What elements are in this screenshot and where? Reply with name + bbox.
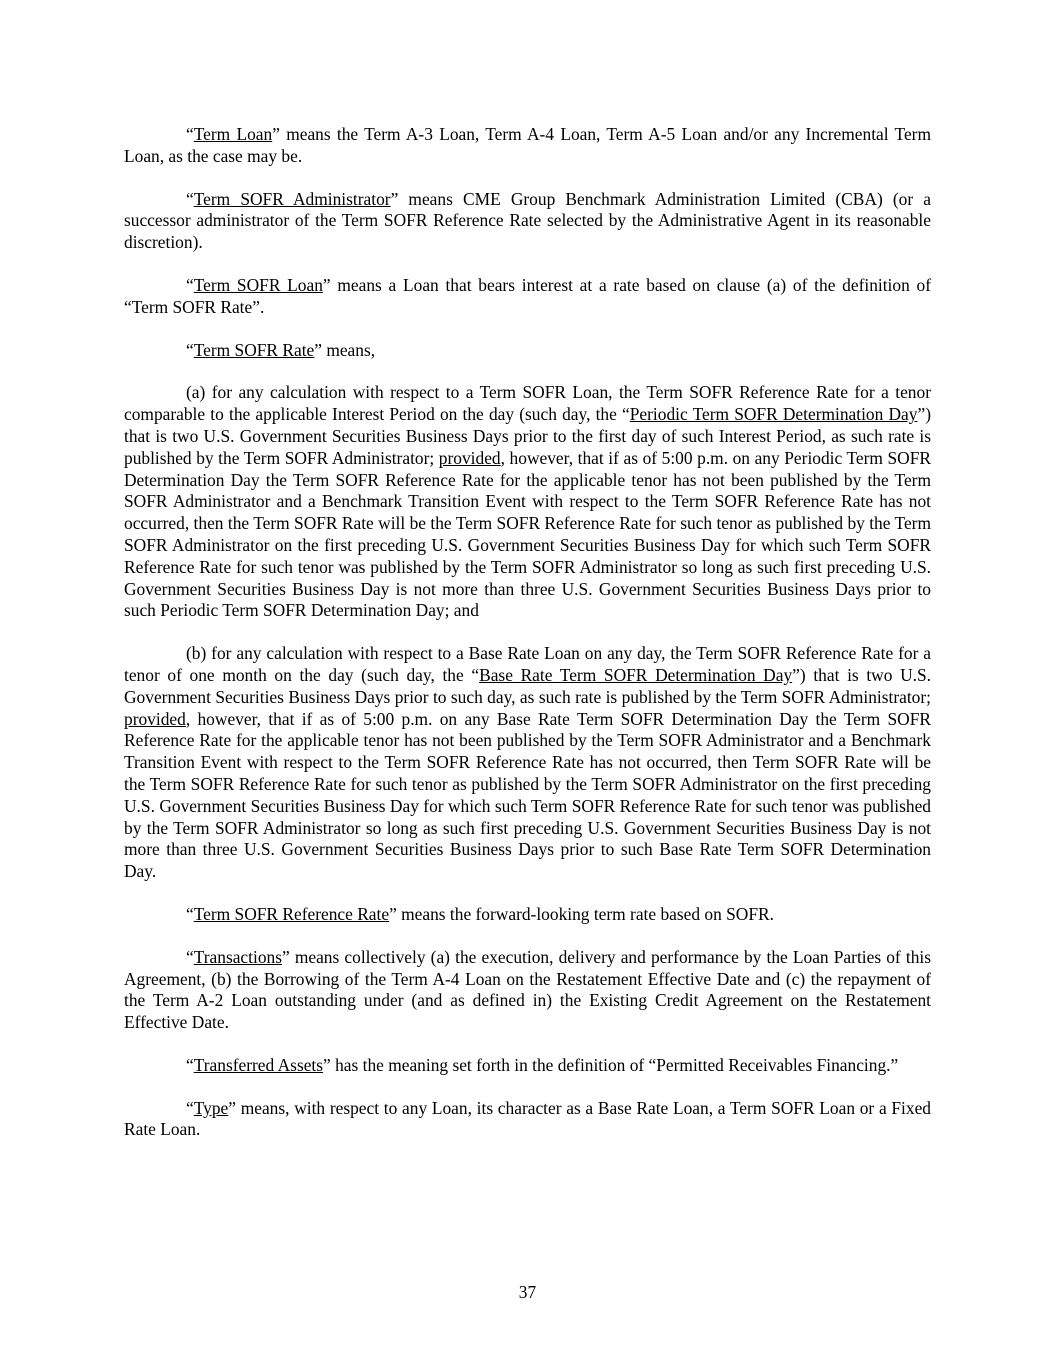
paragraph-text: ” means collectively (a) the execution, delivery and performance by the Loan Parties of this Agreement, (b) the Borrowing of the Term A-4 Loan on the Restatement Effective Date and (c) the repayment of the Term A-2 Loan outstanding under (and as defined in) the Existing Credit Agreement on the Restatement Effective Date. bbox=[124, 946, 931, 1033]
defined-term: Type bbox=[193, 1097, 229, 1118]
paragraph-text: “ bbox=[186, 1054, 194, 1075]
paragraph-text: ” means a Loan that bears interest at a rate based on clause (a) of the definition of “Term SOFR Rate”. bbox=[124, 274, 932, 317]
paragraph-text: ” means the forward-looking term rate based on SOFR. bbox=[389, 903, 774, 924]
definition-paragraph bbox=[124, 947, 931, 1034]
defined-term: Term SOFR Rate bbox=[193, 339, 315, 360]
definition-paragraph bbox=[124, 189, 931, 254]
defined-term: provided bbox=[438, 447, 501, 468]
paragraph-text: “ bbox=[186, 339, 194, 360]
defined-term: Periodic Term SOFR Determination Day bbox=[629, 404, 918, 425]
defined-term: Term Loan bbox=[193, 124, 273, 144]
paragraph-text: “ bbox=[186, 188, 194, 209]
defined-term: provided bbox=[124, 708, 186, 729]
defined-term: Term SOFR Administrator bbox=[193, 188, 391, 209]
definition-paragraph bbox=[124, 124, 931, 168]
paragraph-text: “ bbox=[186, 124, 194, 144]
definition-paragraph bbox=[124, 643, 931, 883]
page-number: 37 bbox=[518, 1282, 537, 1302]
paragraph-text: , however, that if as of 5:00 p.m. on any Periodic Term SOFR Determination Day the Term SOFR Reference Rate for the applicable tenor has not been published by the Term SOFR Administrator and a Benchmark Transition Event with respect to the Term SOFR Reference Rate has not occurred, then the Term SOFR Rate will be the Term SOFR Reference Rate for such tenor as published by the Term SOFR Administrator on the first preceding U.S. Government Securities Business Day for which such Term SOFR Reference Rate for such tenor was published by the Term SOFR Administrator so long as such first preceding U.S. Government Securities Business Day is not more than three U.S. Government Securities Business Days prior to such Periodic Term SOFR Determination Day; and bbox=[124, 447, 932, 621]
paragraph-text: ” has the meaning set forth in the definition of “Permitted Receivables Financing.” bbox=[323, 1054, 899, 1075]
paragraph-text: “ bbox=[186, 274, 194, 295]
paragraph-text: ”) that is two U.S. Government Securities Business Days prior to such day, as such rate is published by the Term SOFR Administrator; bbox=[124, 664, 932, 707]
paragraph-text: ” means CME Group Benchmark Administration Limited (CBA) (or a successor administrator of the Term SOFR Reference Rate selected by the Administrative Agent in its reasonable discretion). bbox=[124, 188, 932, 253]
paragraph-text: (a) for any calculation with respect to a Term SOFR Loan, the Term SOFR Reference Rate for a tenor comparable to the applicable Interest Period on the day (such day, the “ bbox=[124, 382, 931, 425]
paragraph-text: ” means the Term A-3 Loan, Term A-4 Loan, Term A-5 Loan and/or any Incremental Term Loan, as the case may be. bbox=[124, 124, 932, 166]
paragraph-text: ” means, with respect to any Loan, its character as a Base Rate Loan, a Term SOFR Loan or a Fixed Rate Loan. bbox=[124, 1097, 931, 1140]
paragraph-text: ” means, bbox=[314, 339, 376, 360]
definition-paragraph bbox=[124, 904, 931, 926]
definition-paragraph bbox=[124, 1055, 931, 1077]
definition-paragraph bbox=[124, 1098, 931, 1142]
defined-term: Term SOFR Loan bbox=[193, 274, 323, 295]
paragraph-text: ”) that is two U.S. Government Securities Business Days prior to the first day of such Interest Period, as such rate is published by the Term SOFR Administrator; bbox=[124, 404, 931, 468]
paragraph-text: , however, that if as of 5:00 p.m. on any Base Rate Term SOFR Determination Day the Term SOFR Reference Rate for the applicable tenor has not been published by the Term SOFR Administrator and a Benchmark Transition Event with respect to the Term SOFR Reference Rate has not occurred, then Term SOFR Rate will be the Term SOFR Reference Rate for such tenor as published by the Term SOFR Administrator on the first preceding U.S. Government Securities Business Day for which such Term SOFR Reference Rate for such tenor was published by the Term SOFR Administrator so long as such first preceding U.S. Government Securities Business Day is not more than three U.S. Government Securities Business Days prior to such Base Rate Term SOFR Determination Day. bbox=[124, 708, 931, 882]
document-body bbox=[124, 124, 931, 1162]
defined-term: Transactions bbox=[193, 946, 282, 967]
paragraph-text: “ bbox=[186, 1097, 194, 1118]
defined-term: Transferred Assets bbox=[193, 1054, 324, 1075]
defined-term: Term SOFR Reference Rate bbox=[193, 903, 390, 924]
defined-term: Base Rate Term SOFR Determination Day bbox=[479, 664, 793, 685]
definition-paragraph bbox=[124, 275, 931, 319]
definition-paragraph bbox=[124, 382, 931, 622]
definition-paragraph bbox=[124, 340, 931, 362]
paragraph-text: “ bbox=[186, 946, 194, 967]
paragraph-text: (b) for any calculation with respect to a Base Rate Loan on any day, the Term SOFR Reference Rate for a tenor of one month on the day (such day, the “ bbox=[124, 643, 931, 685]
paragraph-text: “ bbox=[186, 903, 194, 924]
